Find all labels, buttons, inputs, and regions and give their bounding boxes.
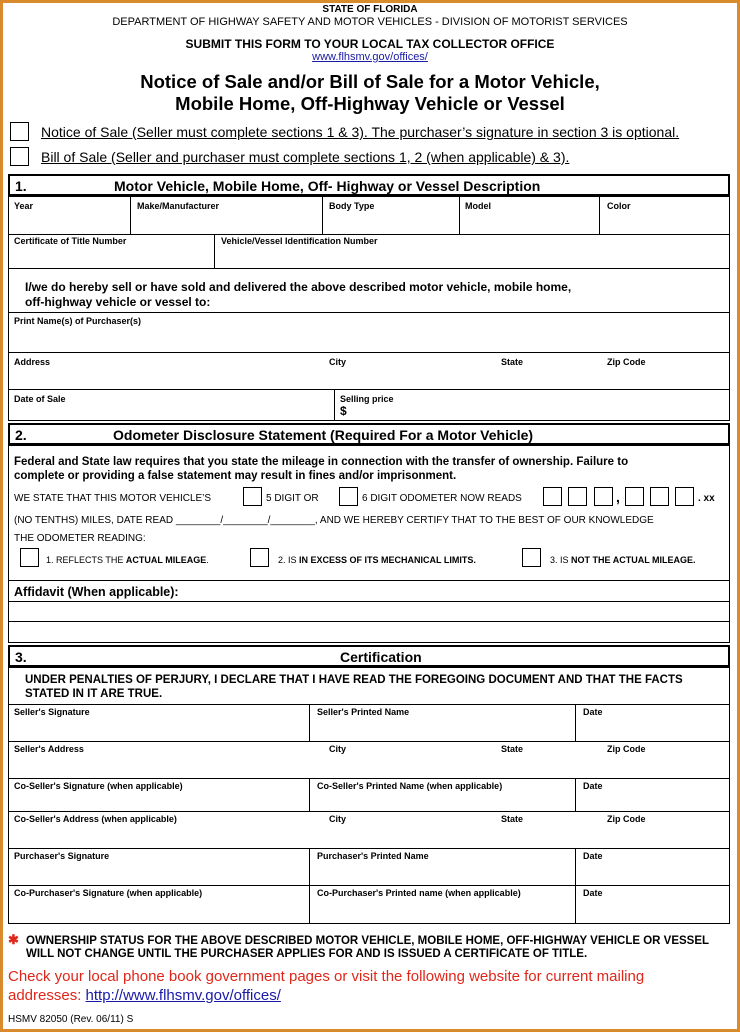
coseller-city-label: City bbox=[329, 814, 347, 824]
choice3-label: 3. IS NOT THE ACTUAL MILEAGE. bbox=[550, 555, 696, 565]
notice-of-sale-label: Notice of Sale (Seller must complete sections 1 & 3). The purchaser’s signature in section 3 is optional. bbox=[41, 124, 680, 140]
form-number: HSMV 82050 (Rev. 06/11) S bbox=[8, 1014, 134, 1025]
six-digit-checkbox[interactable] bbox=[339, 487, 358, 506]
submit-instruction: SUBMIT THIS FORM TO YOUR LOCAL TAX COLLECTOR OFFICE bbox=[185, 37, 555, 51]
five-digit-checkbox[interactable] bbox=[243, 487, 262, 506]
zip-label: Zip Code bbox=[607, 357, 646, 367]
section3-number: 3. bbox=[15, 649, 27, 665]
sale-statement-line2: off-highway vehicle or vessel to: bbox=[25, 295, 211, 309]
sellers-city-label: City bbox=[329, 744, 347, 754]
odometer-digit-3[interactable] bbox=[594, 487, 613, 506]
odometer-comma: , bbox=[616, 489, 620, 505]
make-label: Make/Manufacturer bbox=[137, 201, 220, 211]
purchaser-names-label: Print Name(s) of Purchaser(s) bbox=[14, 316, 142, 326]
section2-title: Odometer Disclosure Statement (Required For a Motor Vehicle) bbox=[113, 427, 534, 443]
form-title-line2: Mobile Home, Off-Highway Vehicle or Vessel bbox=[175, 93, 565, 114]
ownership-line1: OWNERSHIP STATUS FOR THE ABOVE DESCRIBED MOTOR VEHICLE, MOBILE HOME, OFF-HIGHWAY VEHICLE OR VESSEL bbox=[26, 935, 710, 947]
sellers-printed-name-label: Seller's Printed Name bbox=[317, 707, 410, 717]
purchaser-signature-label: Purchaser's Signature bbox=[14, 851, 110, 861]
purchaser-date-label: Date bbox=[583, 851, 603, 861]
address-label: Address bbox=[14, 357, 51, 367]
body-type-label: Body Type bbox=[329, 201, 375, 211]
six-digit-label: 6 DIGIT ODOMETER NOW READS bbox=[362, 493, 522, 504]
section1-header bbox=[8, 174, 730, 196]
copurchaser-signature-label: Co-Purchaser's Signature (when applicable) bbox=[14, 888, 203, 898]
odometer-digit-2[interactable] bbox=[568, 487, 587, 506]
sellers-address-label: Seller's Address bbox=[14, 744, 84, 754]
state-heading: STATE OF FLORIDA bbox=[322, 4, 418, 15]
form-title-line1: Notice of Sale and/or Bill of Sale for a Motor Vehicle, bbox=[140, 71, 600, 92]
vin-label: Vehicle/Vessel Identification Number bbox=[221, 236, 378, 246]
department-heading: DEPARTMENT OF HIGHWAY SAFETY AND MOTOR VEHICLES - DIVISION OF MOTORIST SERVICES bbox=[112, 16, 628, 28]
bill-of-sale-checkbox[interactable] bbox=[10, 147, 29, 166]
coseller-printed-name-label: Co-Seller's Printed Name (when applicable) bbox=[317, 781, 503, 791]
coseller-signature-label: Co-Seller's Signature (when applicable) bbox=[14, 781, 183, 791]
section1-number: 1. bbox=[15, 178, 27, 194]
law-line2: complete or providing a false statement may result in fines and/or imprisonment. bbox=[14, 470, 457, 482]
perjury-line1: UNDER PENALTIES OF PERJURY, I DECLARE THAT I HAVE READ THE FOREGOING DOCUMENT AND THAT THE FACTS bbox=[25, 674, 683, 686]
sellers-signature-label: Seller's Signature bbox=[14, 707, 90, 717]
selling-price-label: Selling price bbox=[340, 394, 394, 404]
actual-mileage-checkbox[interactable] bbox=[20, 548, 39, 567]
perjury-line2: STATED IN IT ARE TRUE. bbox=[25, 688, 163, 700]
choice1-label: 1. REFLECTS THE ACTUAL MILEAGE. bbox=[46, 555, 209, 565]
check-line1: Check your local phone book government pages or visit the following website for current mailing bbox=[8, 968, 645, 985]
odometer-digit-6[interactable] bbox=[675, 487, 694, 506]
excess-mileage-checkbox[interactable] bbox=[250, 548, 269, 567]
coseller-date-label: Date bbox=[583, 781, 603, 791]
sellers-state-label: State bbox=[501, 744, 524, 754]
offices-link[interactable]: www.flhsmv.gov/offices/ bbox=[312, 51, 428, 63]
law-line1: Federal and State law requires that you state the mileage in connection with the transfer of ownership. Failure to bbox=[14, 456, 629, 468]
bill-of-sale-label: Bill of Sale (Seller and purchaser must complete sections 1, 2 (when applicable) & 3). bbox=[41, 149, 570, 165]
section3-header bbox=[8, 645, 730, 667]
asterisk-icon: ✱ bbox=[8, 932, 19, 947]
five-digit-label: 5 DIGIT OR bbox=[266, 493, 319, 504]
odometer-digit-1[interactable] bbox=[543, 487, 562, 506]
sellers-zip-label: Zip Code bbox=[607, 744, 646, 754]
year-label: Year bbox=[14, 201, 34, 211]
coseller-address-label: Co-Seller's Address (when applicable) bbox=[14, 814, 177, 824]
model-label: Model bbox=[465, 201, 491, 211]
city-label: City bbox=[329, 357, 347, 367]
title-number-label: Certificate of Title Number bbox=[14, 236, 127, 246]
purchaser-printed-name-label: Purchaser's Printed Name bbox=[317, 851, 429, 861]
ownership-line2: WILL NOT CHANGE UNTIL THE PURCHASER APPLIES FOR AND IS ISSUED A CERTIFICATE OF TITLE. bbox=[26, 948, 588, 960]
offices-url-link[interactable]: http://www.flhsmv.gov/offices/ bbox=[85, 987, 281, 1004]
odometer-digit-4[interactable] bbox=[625, 487, 644, 506]
section2-header bbox=[8, 423, 730, 445]
check-line2: addresses: http://www.flhsmv.gov/offices/ bbox=[8, 987, 281, 1004]
odometer-digit-5[interactable] bbox=[650, 487, 669, 506]
choice2-label: 2. IS IN EXCESS OF ITS MECHANICAL LIMITS. bbox=[278, 555, 476, 565]
coseller-zip-label: Zip Code bbox=[607, 814, 646, 824]
section2-number: 2. bbox=[15, 427, 27, 443]
tenths-suffix: . xx bbox=[698, 493, 715, 504]
section3-title: Certification bbox=[340, 649, 422, 665]
state-label: State bbox=[501, 357, 524, 367]
copurchaser-date-label: Date bbox=[583, 888, 603, 898]
coseller-state-label: State bbox=[501, 814, 524, 824]
sale-statement-line1: I/we do hereby sell or have sold and delivered the above described motor vehicle, mobile home, bbox=[25, 280, 572, 294]
tenths-line: (NO TENTHS) MILES, DATE READ ________/________/________, AND WE HEREBY CERTIFY THAT TO THE BEST OF OUR KNOWLEDGE bbox=[14, 515, 654, 526]
odometer-reading-label: THE ODOMETER READING: bbox=[14, 533, 146, 544]
section1-title: Motor Vehicle, Mobile Home, Off- Highway or Vessel Description bbox=[114, 178, 541, 194]
copurchaser-printed-name-label: Co-Purchaser's Printed name (when applicable) bbox=[317, 888, 521, 898]
not-actual-mileage-checkbox[interactable] bbox=[522, 548, 541, 567]
affidavit-label: Affidavit (When applicable): bbox=[14, 585, 179, 599]
dollar-sign: $ bbox=[340, 404, 347, 418]
date-of-sale-label: Date of Sale bbox=[14, 394, 66, 404]
color-label: Color bbox=[607, 201, 631, 211]
sellers-date-label: Date bbox=[583, 707, 603, 717]
we-state-text: WE STATE THAT THIS MOTOR VEHICLE’S bbox=[14, 493, 212, 504]
notice-of-sale-checkbox[interactable] bbox=[10, 122, 29, 141]
